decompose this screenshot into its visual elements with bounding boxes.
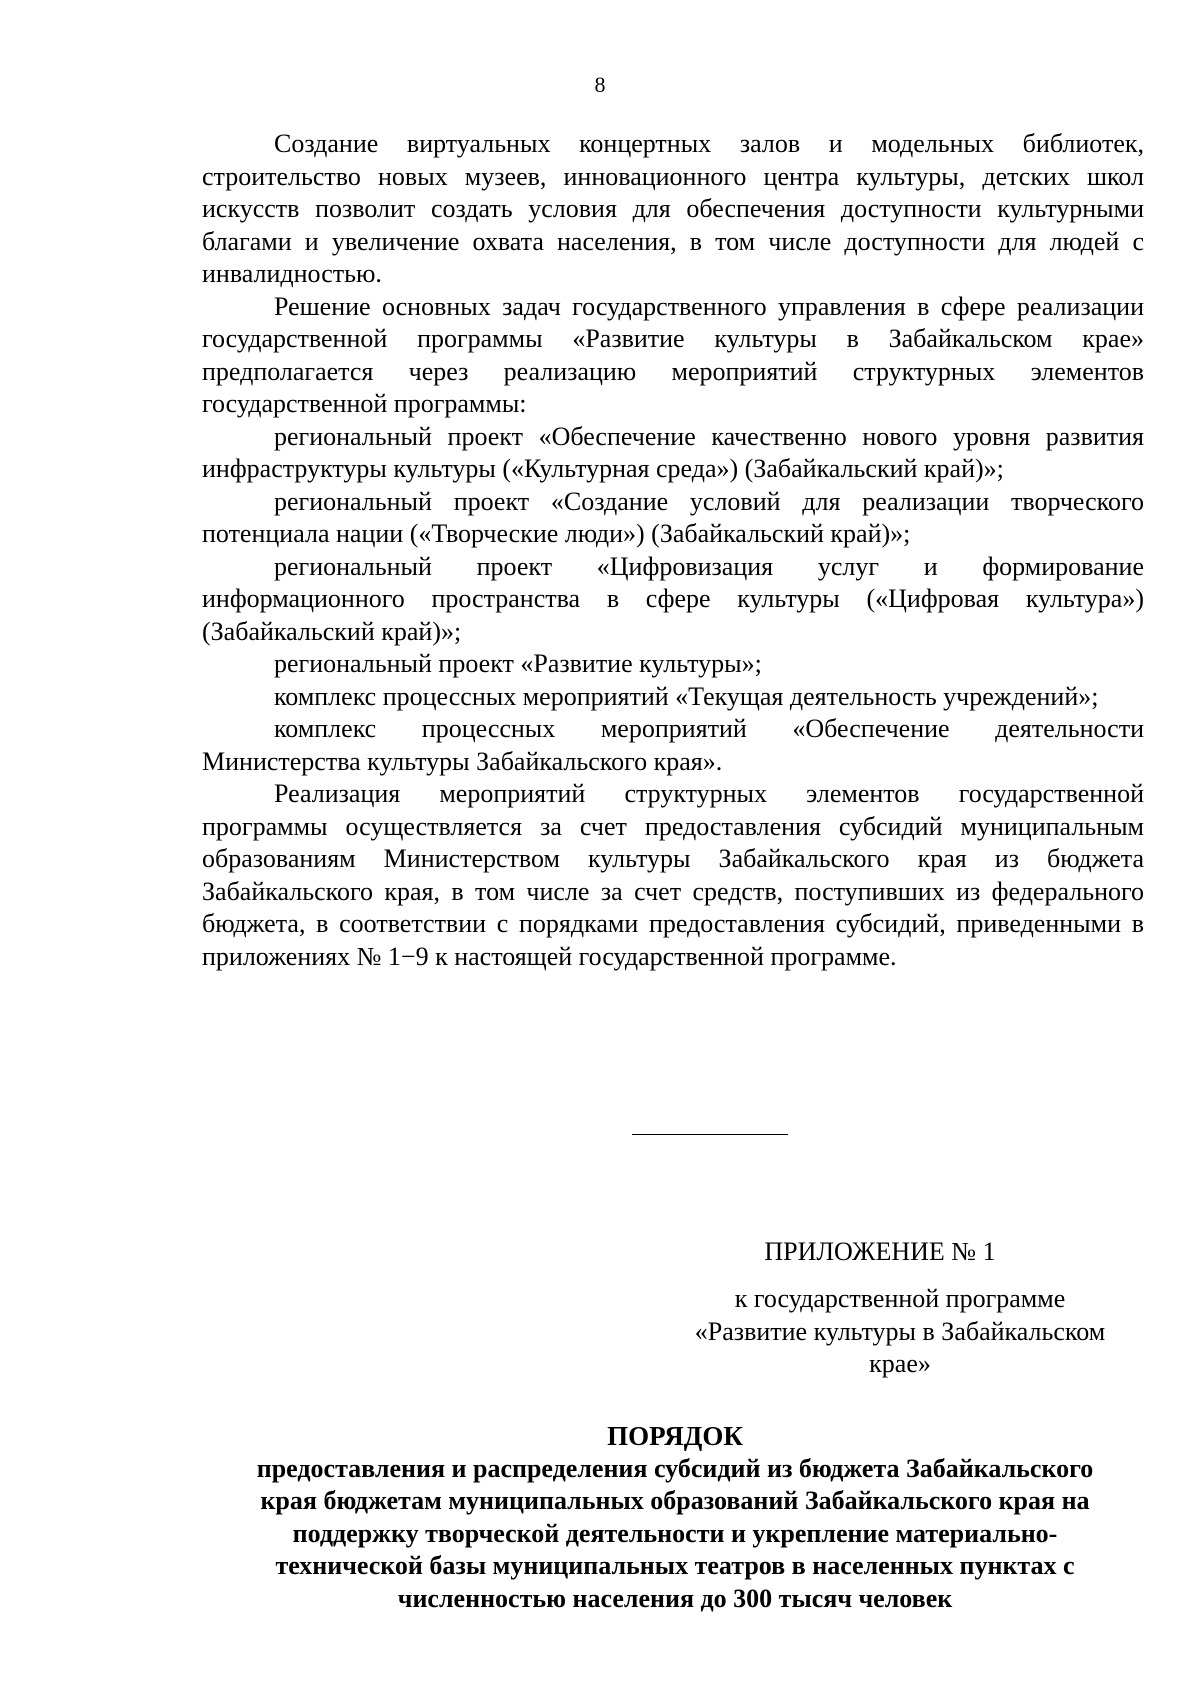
paragraph: комплекс процессных мероприятий «Обеспечение деятельности Министерства культуры Забайкальского края».	[202, 714, 1144, 776]
page-number: 8	[594, 72, 606, 97]
order-heading	[200, 1420, 1150, 1615]
appendix-ref-line: крае»	[869, 1349, 931, 1378]
order-heading-line: поддержку творческой деятельности и укрепление материально-	[292, 1518, 1058, 1548]
appendix-ref-line: к государственной программе	[734, 1284, 1066, 1313]
paragraph: региональный проект «Развитие культуры»;	[274, 649, 762, 678]
order-heading-line: численностью населения до 300 тысяч человек	[397, 1583, 953, 1613]
order-title: ПОРЯДОК	[607, 1421, 743, 1451]
order-heading-line: предоставления и распределения субсидий из бюджета Забайкальского	[256, 1453, 1094, 1483]
order-heading-line: края бюджетам муниципальных образований Забайкальского края на	[260, 1486, 1090, 1515]
paragraph: региональный проект «Цифровизация услуг и формирование информационного пространства в сфере культуры («Цифровая культура») (Забайкальский край)»;	[202, 551, 1144, 646]
document-body	[202, 128, 1144, 973]
appendix-ref-line: «Развитие культуры в Забайкальском	[694, 1316, 1106, 1346]
paragraph: Реализация мероприятий структурных элементов государственной программы осуществляется за счет предоставления субсидий муниципальным образованиям Министерством культуры Забайкальского края из бюджета Забайкальского края, в том числе за счет средств, поступивших из федерального бюджета, в соответствии с порядками предоставления субсидий, приведенными в приложениях № 1−9 к настоящей государственной программе.	[202, 779, 1144, 971]
paragraph: Решение основных задач государственного управления в сфере реализации государственной программы «Развитие культуры в Забайкальском крае» предполагается через реализацию мероприятий структурных элементов государственной программы:	[202, 291, 1144, 418]
paragraph: региональный проект «Обеспечение качественно нового уровня развития инфраструктуры культуры («Культурная среда») (Забайкальский край)»;	[202, 421, 1144, 483]
paragraph: Создание виртуальных концертных залов и модельных библиотек, строительство новых музеев, инновационного центра культуры, детских школ искусств позволит создать условия для обеспечения доступности культурными благами и увеличение охвата населения, в том числе доступности для людей с инвалидностью.	[202, 129, 1144, 288]
section-divider	[632, 1134, 788, 1135]
paragraph: региональный проект «Создание условий для реализации творческого потенциала нации («Творческие люди») (Забайкальский край)»;	[202, 486, 1144, 548]
paragraph: комплекс процессных мероприятий «Текущая деятельность учреждений»;	[274, 681, 1099, 711]
order-heading-line: технической базы муниципальных театров в населенных пунктах с	[275, 1551, 1075, 1580]
appendix-title: ПРИЛОЖЕНИЕ № 1	[764, 1237, 996, 1266]
appendix-reference	[660, 1283, 1140, 1381]
